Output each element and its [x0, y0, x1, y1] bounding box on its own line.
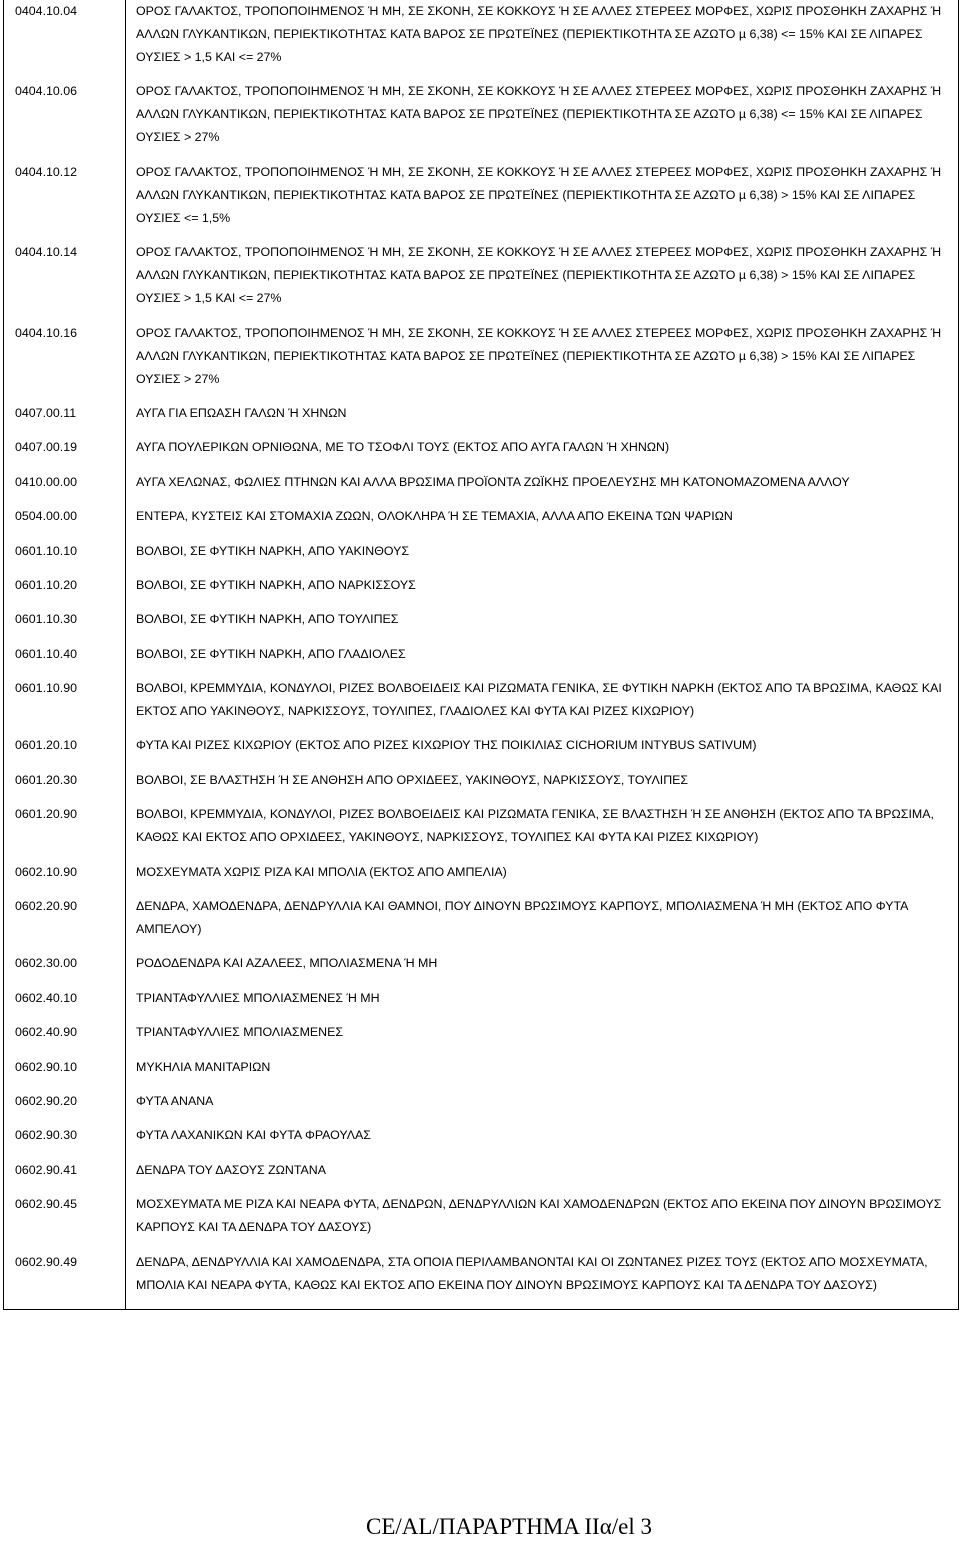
product-description: ΟΡΟΣ ΓΑΛΑΚΤΟΣ, ΤΡΟΠΟΠΟΙΗΜΕΝΟΣ Ή ΜΗ, ΣΕ ΣΚΟΝΗ, ΣΕ ΚΟΚΚΟΥΣ Ή ΣΕ ΑΛΛΕΣ ΣΤΕΡΕΕΣ ΜΟΡΦΕΣ, ΧΩΡΙΣ ΠΡΟΣΘΗΚΗ ΖΑΧΑΡΗΣ Ή ΑΛΛΩΝ ΓΛΥΚΑΝΤΙΚΩΝ, ΠΕΡΙΕΚΤΙΚΟΤΗΤΑΣ ΚΑΤΑ ΒΑΡΟΣ ΣΕ ΠΡΩΤΕΪΝΕΣ (ΠΕΡΙΕΚΤΙΚΟΤΗΤΑ ΣΕ ΑΖΩΤΟ µ 6,38) <= 15% ΚΑΙ ΣΕ ΛΙΠΑΡΕΣ ΟΥΣΙΕΣ > 1,5 ΚΑΙ <= 27% [126, 0, 959, 80]
tariff-code: 0410.00.00 [4, 471, 126, 505]
tariff-code-table [3, 0, 959, 1310]
table-row [4, 803, 959, 860]
table-row [4, 540, 959, 574]
table-row [4, 987, 959, 1021]
tariff-code: 0602.10.90 [4, 861, 126, 895]
product-description: ΔΕΝΔΡΑ, ΔΕΝΔΡΥΛΛΙΑ ΚΑΙ ΧΑΜΟΔΕΝΔΡΑ, ΣΤΑ ΟΠΟΙΑ ΠΕΡΙΛΑΜΒΑΝΟΝΤΑΙ ΚΑΙ ΟΙ ΖΩΝΤΑΝΕΣ ΡΙΖΕΣ ΤΟΥΣ (ΕΚΤΟΣ ΑΠΟ ΜΟΣΧΕΥΜΑΤΑ, ΜΠΟΛΙΑ ΚΑΙ ΝΕΑΡΑ ΦΥΤΑ, ΚΑΘΩΣ ΚΑΙ ΕΚΤΟΣ ΑΠΟ ΕΚΕΙΝΑ ΠΟΥ ΔΙΝΟΥΝ ΒΡΩΣΙΜΟΥΣ ΚΑΡΠΟΥΣ ΚΑΙ ΤΑ ΔΕΝΔΡΑ ΤΟΥ ΔΑΣΟΥΣ) [126, 1251, 959, 1310]
product-description: ΦΥΤΑ ΑΝΑΝΑ [126, 1090, 959, 1124]
table-row [4, 1056, 959, 1090]
table-row [4, 769, 959, 803]
product-description: ΟΡΟΣ ΓΑΛΑΚΤΟΣ, ΤΡΟΠΟΠΟΙΗΜΕΝΟΣ Ή ΜΗ, ΣΕ ΣΚΟΝΗ, ΣΕ ΚΟΚΚΟΥΣ Ή ΣΕ ΑΛΛΕΣ ΣΤΕΡΕΕΣ ΜΟΡΦΕΣ, ΧΩΡΙΣ ΠΡΟΣΘΗΚΗ ΖΑΧΑΡΗΣ Ή ΑΛΛΩΝ ΓΛΥΚΑΝΤΙΚΩΝ, ΠΕΡΙΕΚΤΙΚΟΤΗΤΑΣ ΚΑΤΑ ΒΑΡΟΣ ΣΕ ΠΡΩΤΕΪΝΕΣ (ΠΕΡΙΕΚΤΙΚΟΤΗΤΑ ΣΕ ΑΖΩΤΟ µ 6,38) > 15% ΚΑΙ ΣΕ ΛΙΠΑΡΕΣ ΟΥΣΙΕΣ > 27% [126, 322, 959, 402]
tariff-code: 0601.20.90 [4, 803, 126, 860]
product-description: ΑΥΓΑ ΓΙΑ ΕΠΩΑΣΗ ΓΑΛΩΝ Ή ΧΗΝΩΝ [126, 402, 959, 436]
tariff-code: 0602.20.90 [4, 895, 126, 952]
tariff-code: 0404.10.04 [4, 0, 126, 80]
tariff-code: 0404.10.14 [4, 241, 126, 321]
table-row [4, 734, 959, 768]
product-description: ΔΕΝΔΡΑ ΤΟΥ ΔΑΣΟΥΣ ΖΩΝΤΑΝΑ [126, 1159, 959, 1193]
table-row [4, 1021, 959, 1055]
product-description: ΤΡΙΑΝΤΑΦΥΛΛΙΕΣ ΜΠΟΛΙΑΣΜΕΝΕΣ Ή ΜΗ [126, 987, 959, 1021]
product-description: ΜΟΣΧΕΥΜΑΤΑ ΧΩΡΙΣ ΡΙΖΑ ΚΑΙ ΜΠΟΛΙΑ (ΕΚΤΟΣ ΑΠΟ ΑΜΠΕΛΙΑ) [126, 861, 959, 895]
tariff-code: 0602.90.10 [4, 1056, 126, 1090]
page-footer: CE/AL/ΠΑΡΑΡΤΗΜΑ IIα/el 3 [366, 1514, 652, 1539]
table-row [4, 574, 959, 608]
product-description: ΕΝΤΕΡΑ, ΚΥΣΤΕΙΣ ΚΑΙ ΣΤΟΜΑΧΙΑ ΖΩΩΝ, ΟΛΟΚΛΗΡΑ Ή ΣΕ ΤΕΜΑΧΙΑ, ΑΛΛΑ ΑΠΟ ΕΚΕΙΝΑ ΤΩΝ ΨΑΡΙΩΝ [126, 505, 959, 539]
tariff-code: 0602.90.41 [4, 1159, 126, 1193]
table-row [4, 471, 959, 505]
tariff-code: 0404.10.12 [4, 161, 126, 241]
product-description: ΒΟΛΒΟΙ, ΣΕ ΒΛΑΣΤΗΣΗ Ή ΣΕ ΑΝΘΗΣΗ ΑΠΟ ΟΡΧΙΔΕΕΣ, ΥΑΚΙΝΘΟΥΣ, ΝΑΡΚΙΣΣΟΥΣ, ΤΟΥΛΙΠΕΣ [126, 769, 959, 803]
table-row [4, 505, 959, 539]
table-row [4, 677, 959, 734]
product-description: ΑΥΓΑ ΠΟΥΛΕΡΙΚΩΝ ΟΡΝΙΘΩΝΑ, ΜΕ ΤΟ ΤΣΟΦΛΙ ΤΟΥΣ (ΕΚΤΟΣ ΑΠΟ ΑΥΓΑ ΓΑΛΩΝ Ή ΧΗΝΩΝ) [126, 436, 959, 470]
product-description: ΟΡΟΣ ΓΑΛΑΚΤΟΣ, ΤΡΟΠΟΠΟΙΗΜΕΝΟΣ Ή ΜΗ, ΣΕ ΣΚΟΝΗ, ΣΕ ΚΟΚΚΟΥΣ Ή ΣΕ ΑΛΛΕΣ ΣΤΕΡΕΕΣ ΜΟΡΦΕΣ, ΧΩΡΙΣ ΠΡΟΣΘΗΚΗ ΖΑΧΑΡΗΣ Ή ΑΛΛΩΝ ΓΛΥΚΑΝΤΙΚΩΝ, ΠΕΡΙΕΚΤΙΚΟΤΗΤΑΣ ΚΑΤΑ ΒΑΡΟΣ ΣΕ ΠΡΩΤΕΪΝΕΣ (ΠΕΡΙΕΚΤΙΚΟΤΗΤΑ ΣΕ ΑΖΩΤΟ µ 6,38) > 15% ΚΑΙ ΣΕ ΛΙΠΑΡΕΣ ΟΥΣΙΕΣ > 1,5 ΚΑΙ <= 27% [126, 241, 959, 321]
table-body [4, 0, 959, 1309]
tariff-code: 0601.10.90 [4, 677, 126, 734]
table-row [4, 643, 959, 677]
tariff-code: 0602.90.20 [4, 1090, 126, 1124]
tariff-code: 0504.00.00 [4, 505, 126, 539]
product-description: ΤΡΙΑΝΤΑΦΥΛΛΙΕΣ ΜΠΟΛΙΑΣΜΕΝΕΣ [126, 1021, 959, 1055]
table-row [4, 0, 959, 80]
product-description: ΦΥΤΑ ΛΑΧΑΝΙΚΩΝ ΚΑΙ ΦΥΤΑ ΦΡΑΟΥΛΑΣ [126, 1124, 959, 1158]
table-row [4, 161, 959, 241]
product-description: ΔΕΝΔΡΑ, ΧΑΜΟΔΕΝΔΡΑ, ΔΕΝΔΡΥΛΛΙΑ ΚΑΙ ΘΑΜΝΟΙ, ΠΟΥ ΔΙΝΟΥΝ ΒΡΩΣΙΜΟΥΣ ΚΑΡΠΟΥΣ, ΜΠΟΛΙΑΣΜΕΝΑ Ή ΜΗ (ΕΚΤΟΣ ΑΠΟ ΦΥΤΑ ΑΜΠΕΛΟΥ) [126, 895, 959, 952]
tariff-code: 0404.10.06 [4, 80, 126, 160]
tariff-code: 0407.00.19 [4, 436, 126, 470]
table-row [4, 895, 959, 952]
product-description: ΦΥΤΑ ΚΑΙ ΡΙΖΕΣ ΚΙΧΩΡΙΟΥ (ΕΚΤΟΣ ΑΠΟ ΡΙΖΕΣ ΚΙΧΩΡΙΟΥ ΤΗΣ ΠΟΙΚΙΛΙΑΣ CICHORIUM INTYBUS SATIVUM) [126, 734, 959, 768]
tariff-code: 0404.10.16 [4, 322, 126, 402]
table-row [4, 861, 959, 895]
product-description: ΒΟΛΒΟΙ, ΚΡΕΜΜΥΔΙΑ, ΚΟΝΔΥΛΟΙ, ΡΙΖΕΣ ΒΟΛΒΟΕΙΔΕΙΣ ΚΑΙ ΡΙΖΩΜΑΤΑ ΓΕΝΙΚΑ, ΣΕ ΦΥΤΙΚΗ ΝΑΡΚΗ (ΕΚΤΟΣ ΑΠΟ ΤΑ ΒΡΩΣΙΜΑ, ΚΑΘΩΣ ΚΑΙ ΕΚΤΟΣ ΑΠΟ ΥΑΚΙΝΘΟΥΣ, ΝΑΡΚΙΣΣΟΥΣ, ΤΟΥΛΙΠΕΣ, ΓΛΑΔΙΟΛΕΣ ΚΑΙ ΦΥΤΑ ΚΑΙ ΡΙΖΕΣ ΚΙΧΩΡΙΟΥ) [126, 677, 959, 734]
product-description: ΒΟΛΒΟΙ, ΣΕ ΦΥΤΙΚΗ ΝΑΡΚΗ, ΑΠΟ ΓΛΑΔΙΟΛΕΣ [126, 643, 959, 677]
table-row [4, 608, 959, 642]
product-description: ΡΟΔΟΔΕΝΔΡΑ ΚΑΙ ΑΖΑΛΕΕΣ, ΜΠΟΛΙΑΣΜΕΝΑ Ή ΜΗ [126, 952, 959, 986]
table-row [4, 241, 959, 321]
table-row [4, 1193, 959, 1250]
tariff-code: 0602.30.00 [4, 952, 126, 986]
product-description: ΒΟΛΒΟΙ, ΣΕ ΦΥΤΙΚΗ ΝΑΡΚΗ, ΑΠΟ ΤΟΥΛΙΠΕΣ [126, 608, 959, 642]
product-description: ΒΟΛΒΟΙ, ΣΕ ΦΥΤΙΚΗ ΝΑΡΚΗ, ΑΠΟ ΝΑΡΚΙΣΣΟΥΣ [126, 574, 959, 608]
product-description: ΟΡΟΣ ΓΑΛΑΚΤΟΣ, ΤΡΟΠΟΠΟΙΗΜΕΝΟΣ Ή ΜΗ, ΣΕ ΣΚΟΝΗ, ΣΕ ΚΟΚΚΟΥΣ Ή ΣΕ ΑΛΛΕΣ ΣΤΕΡΕΕΣ ΜΟΡΦΕΣ, ΧΩΡΙΣ ΠΡΟΣΘΗΚΗ ΖΑΧΑΡΗΣ Ή ΑΛΛΩΝ ΓΛΥΚΑΝΤΙΚΩΝ, ΠΕΡΙΕΚΤΙΚΟΤΗΤΑΣ ΚΑΤΑ ΒΑΡΟΣ ΣΕ ΠΡΩΤΕΪΝΕΣ (ΠΕΡΙΕΚΤΙΚΟΤΗΤΑ ΣΕ ΑΖΩΤΟ µ 6,38) > 15% ΚΑΙ ΣΕ ΛΙΠΑΡΕΣ ΟΥΣΙΕΣ <= 1,5% [126, 161, 959, 241]
table-row [4, 1159, 959, 1193]
tariff-code: 0601.10.20 [4, 574, 126, 608]
table-row [4, 322, 959, 402]
product-description: ΜΥΚΗΛΙΑ ΜΑΝΙΤΑΡΙΩΝ [126, 1056, 959, 1090]
tariff-code: 0407.00.11 [4, 402, 126, 436]
product-description: ΒΟΛΒΟΙ, ΚΡΕΜΜΥΔΙΑ, ΚΟΝΔΥΛΟΙ, ΡΙΖΕΣ ΒΟΛΒΟΕΙΔΕΙΣ ΚΑΙ ΡΙΖΩΜΑΤΑ ΓΕΝΙΚΑ, ΣΕ ΒΛΑΣΤΗΣΗ Ή ΣΕ ΑΝΘΗΣΗ (ΕΚΤΟΣ ΑΠΟ ΤΑ ΒΡΩΣΙΜΑ, ΚΑΘΩΣ ΚΑΙ ΕΚΤΟΣ ΑΠΟ ΟΡΧΙΔΕΕΣ, ΥΑΚΙΝΘΟΥΣ, ΝΑΡΚΙΣΣΟΥΣ, ΤΟΥΛΙΠΕΣ ΚΑΙ ΦΥΤΑ ΚΑΙ ΡΙΖΕΣ ΚΙΧΩΡΙΟΥ) [126, 803, 959, 860]
tariff-code: 0601.20.10 [4, 734, 126, 768]
table-row [4, 1124, 959, 1158]
tariff-code: 0601.10.30 [4, 608, 126, 642]
product-description: ΑΥΓΑ ΧΕΛΩΝΑΣ, ΦΩΛΙΕΣ ΠΤΗΝΩΝ ΚΑΙ ΑΛΛΑ ΒΡΩΣΙΜΑ ΠΡΟΪΟΝΤΑ ΖΩΪΚΗΣ ΠΡΟΕΛΕΥΣΗΣ ΜΗ ΚΑΤΟΝΟΜΑΖΟΜΕΝΑ ΑΛΛΟΥ [126, 471, 959, 505]
tariff-code: 0601.20.30 [4, 769, 126, 803]
product-description: ΒΟΛΒΟΙ, ΣΕ ΦΥΤΙΚΗ ΝΑΡΚΗ, ΑΠΟ ΥΑΚΙΝΘΟΥΣ [126, 540, 959, 574]
table-row [4, 402, 959, 436]
table-row [4, 1090, 959, 1124]
tariff-code: 0602.40.10 [4, 987, 126, 1021]
tariff-code: 0602.90.30 [4, 1124, 126, 1158]
table-row [4, 80, 959, 160]
table-row [4, 436, 959, 470]
tariff-code: 0602.40.90 [4, 1021, 126, 1055]
tariff-code: 0601.10.40 [4, 643, 126, 677]
product-description: ΟΡΟΣ ΓΑΛΑΚΤΟΣ, ΤΡΟΠΟΠΟΙΗΜΕΝΟΣ Ή ΜΗ, ΣΕ ΣΚΟΝΗ, ΣΕ ΚΟΚΚΟΥΣ Ή ΣΕ ΑΛΛΕΣ ΣΤΕΡΕΕΣ ΜΟΡΦΕΣ, ΧΩΡΙΣ ΠΡΟΣΘΗΚΗ ΖΑΧΑΡΗΣ Ή ΑΛΛΩΝ ΓΛΥΚΑΝΤΙΚΩΝ, ΠΕΡΙΕΚΤΙΚΟΤΗΤΑΣ ΚΑΤΑ ΒΑΡΟΣ ΣΕ ΠΡΩΤΕΪΝΕΣ (ΠΕΡΙΕΚΤΙΚΟΤΗΤΑ ΣΕ ΑΖΩΤΟ µ 6,38) <= 15% ΚΑΙ ΣΕ ΛΙΠΑΡΕΣ ΟΥΣΙΕΣ > 27% [126, 80, 959, 160]
product-description: ΜΟΣΧΕΥΜΑΤΑ ΜΕ ΡΙΖΑ ΚΑΙ ΝΕΑΡΑ ΦΥΤΑ, ΔΕΝΔΡΩΝ, ΔΕΝΔΡΥΛΛΙΩΝ ΚΑΙ ΧΑΜΟΔΕΝΔΡΩΝ (ΕΚΤΟΣ ΑΠΟ ΕΚΕΙΝΑ ΠΟΥ ΔΙΝΟΥΝ ΒΡΩΣΙΜΟΥΣ ΚΑΡΠΟΥΣ ΚΑΙ ΤΑ ΔΕΝΔΡΑ ΤΟΥ ΔΑΣΟΥΣ) [126, 1193, 959, 1250]
tariff-code: 0601.10.10 [4, 540, 126, 574]
tariff-code: 0602.90.49 [4, 1251, 126, 1310]
table-row [4, 952, 959, 986]
tariff-code: 0602.90.45 [4, 1193, 126, 1250]
table-row [4, 1251, 959, 1310]
